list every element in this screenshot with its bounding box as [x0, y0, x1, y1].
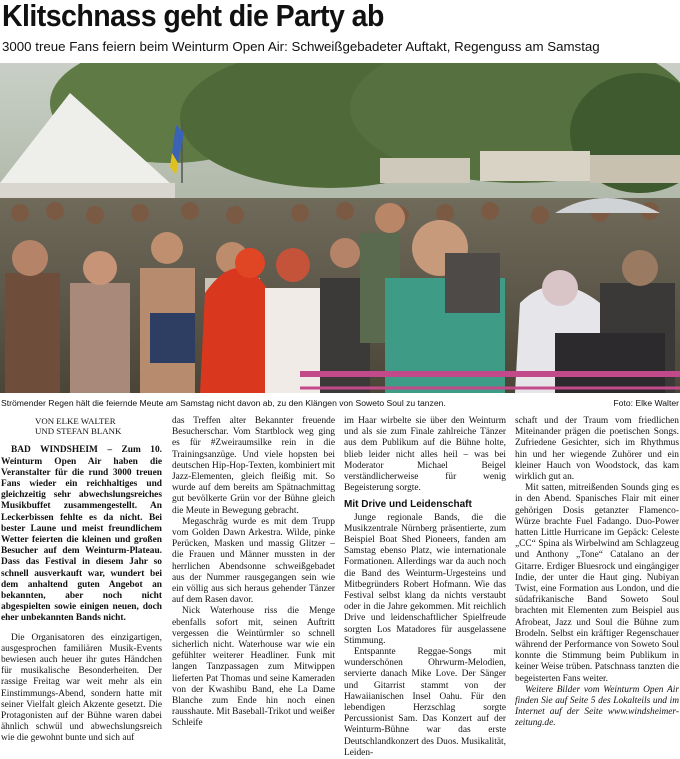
photo-caption: Strömender Regen hält die feiernde Meute am Samstag nicht davon ab, zu den Klängen von Soweto Soul zu tanzen. — [1, 398, 446, 408]
article-column-2 — [172, 416, 335, 730]
paragraph: Junge regionale Bands, die die Musikzentrale Nürnberg präsentierte, zum Beispiel Boat Shed Pioneers, fanden am Samstag ebenso Platz, wie internationale Formationen. Allerdings war da auch noch die Band des Weinturm-Urgesteins und Mitbegründers Robert Hofmann. Wie das Festival selbst klang da nichts verstaubt oder in die Jahre gekommen. Mit reichlich Drive und leidenschaftlicher Spielfreude sorgten Los Matadores für ausgelassene Stimmung. — [344, 512, 506, 646]
more-photos-note: Weitere Bilder vom Weinturm Open Air finden Sie auf Seite 5 des Lokalteils und im Internet auf der Seite www.windsheimer-zeitung.de. — [515, 684, 679, 729]
section-subheading: Mit Drive und Leidenschaft — [344, 499, 472, 511]
paragraph: im Haar wirbelte sie über den Weinturm und als sie zum Finale zahlreiche Tänzer aus dem Publikum auf die Bühne holte, blieb leider nicht alles heil – was bei Moderator Michael Beigel verständlicherweise für wenig Begeisterung sorgte. — [344, 416, 506, 494]
byline-line-1: VON ELKE WALTER — [35, 416, 116, 426]
festival-crowd-photo — [0, 63, 680, 393]
paragraph: Nick Waterhouse riss die Menge ebenfalls sofort mit, seinen Auftritt vergessen die Weintürmler so schnell sicherlich nicht. Waterhouse war wie ein gefühlter weiterer Headliner. Funk mit langen Tanzpassagen zum Mitwippen lieferten Pat Thomas und seine Kameraden von der Kwashibu Band, ehe La Dame Blanche zum Ende hin noch einen rausshaute. Mit Baseball-Trikot und weißer Schleife — [172, 606, 335, 729]
dateline: BAD WINDSHEIM – — [11, 445, 113, 456]
photo-caption-row — [1, 398, 679, 408]
paragraph: Megaschräg wurde es mit dem Trupp vom Golden Dawn Arkestra. Wilde, pinke Perücken, Masken und massig Glitzer – die Frauen und Männer mussten in der herrlichen Abendsonne schweißgebadet aus der Nummer rausgegangen sein wie ein völlig aus sich heraus gehender Tänzer auf dem Rasen davor. — [172, 516, 335, 606]
article-headline: Klitschnass geht die Party ab — [2, 0, 384, 33]
paragraph: Entspannte Reggae-Songs mit wunderschönen Ohrwurm-Melodien, servierte danach Mike Love. Der Sänger und Gitarrist stammt von der Hawaiianischen Insel Oahu. Für den lebendigen Herzschlag sorgte Percussionist Sam. Das Konzert auf der Weinturm-Bühne war das erste Deutschlandkonzert des Duos. Musikalität, Leiden- — [344, 647, 506, 758]
byline-line-2: UND STEFAN BLANK — [35, 426, 122, 437]
article-column-1 — [1, 416, 162, 745]
photo-credit: Foto: Elke Walter — [613, 398, 679, 408]
paragraph: Mit satten, mitreißenden Sounds ging es in den Abend. Spanisches Flair mit einer gehörigen Dosis getanzter Flamenco-Würze brachte Fuel Fadango. Duo-Power hatten Little Hurricane im Gepäck: Celeste „CC“ Spina als Wirbelwind am Schlagzeug und Anthony „Tone“ Catalano an der Gitarre. Erdiger Bluesrock und eingängiger Indie, der unter die Haut ging. Nubiyan Twist, eine Formation aus London, und die südafrikanische Band Soweto Soul brachten mit Elementen zum Beispiel aus Afrobeat, Jazz und Soul die Bühne zum Brodeln. Selbst ein kräftiger Regenschauer während der Performance von Soweto Soul konnte die Stimmung beim Publikum in keiner Weise trüben. Patschnass tanzten die begeisterten Fans weiter. — [515, 483, 679, 684]
paragraph: schaft und der Traum vom friedlichen Miteinander prägen die poetischen Songs. Zufriedene Gesichter, sich im Rhythmus hin und her wiegende Zuhörer und ein kleiner Hauch von Woodstock, das kam wirklich gut an. — [515, 416, 679, 483]
paragraph: das Treffen alter Bekannter freuende Besucherschar. Vom Startblock weg ging es für #Zweiraumsilke rein in die Trainingsanzüge. Und viele hopsten bei deutschen Hip-Hop-Texten, kombiniert mit Jazz-Elementen, gleich fleißig mit. So wurde auf dem bereits am Spätnachmittag gut bevölkerte Grün vor der Bühne gleich die Meute in Bewegung gebracht. — [172, 416, 335, 516]
article-column-4 — [515, 416, 679, 730]
article-subheadline: 3000 treue Fans feiern beim Weinturm Open Air: Schweißgebadeter Auftakt, Regenguss am Samstag — [2, 39, 600, 54]
byline — [35, 416, 162, 436]
article-column-3 — [344, 416, 506, 759]
paragraph: Die Organisatoren des einzigartigen, ausgesprochen familiären Musik-Events bewiesen auch heuer ihr gutes Händchen für musikalische Besonderheiten. Der rassige Freitag war weit mehr als ein Einstimmungs-Abend, sondern hatte mit seiner Vielfalt gleich Akzente gesetzt. Die Protagonisten auf der Bühne waren dabei ähnlich schwül und abwechslungsreich wie die gewohnt bunte und sich auf — [1, 632, 162, 744]
lead-text: Zum 10. Weinturm Open Air haben die Veranstalter für die rund 3000 treuen Fans wieder ein reichhaltiges und gleichzeitig sehr abwechslungsreiches Musikbuffet zusammengestellt. An Leckerbissen fehlte es da nicht. Bei bester Laune und meist freundlichem Wetter feierten die kleinen und großen Besucher auf dem Weinturm-Plateau. Dass das Festival in diesem Jahr so schnell ausverkauft war, wundert bei dem anhaltend guten Angebot an bekannten, aber noch nicht abgespielten sowie einigen neuen, doch eher unbekannten Bands nicht. — [1, 445, 162, 624]
lead-paragraph — [1, 445, 162, 624]
